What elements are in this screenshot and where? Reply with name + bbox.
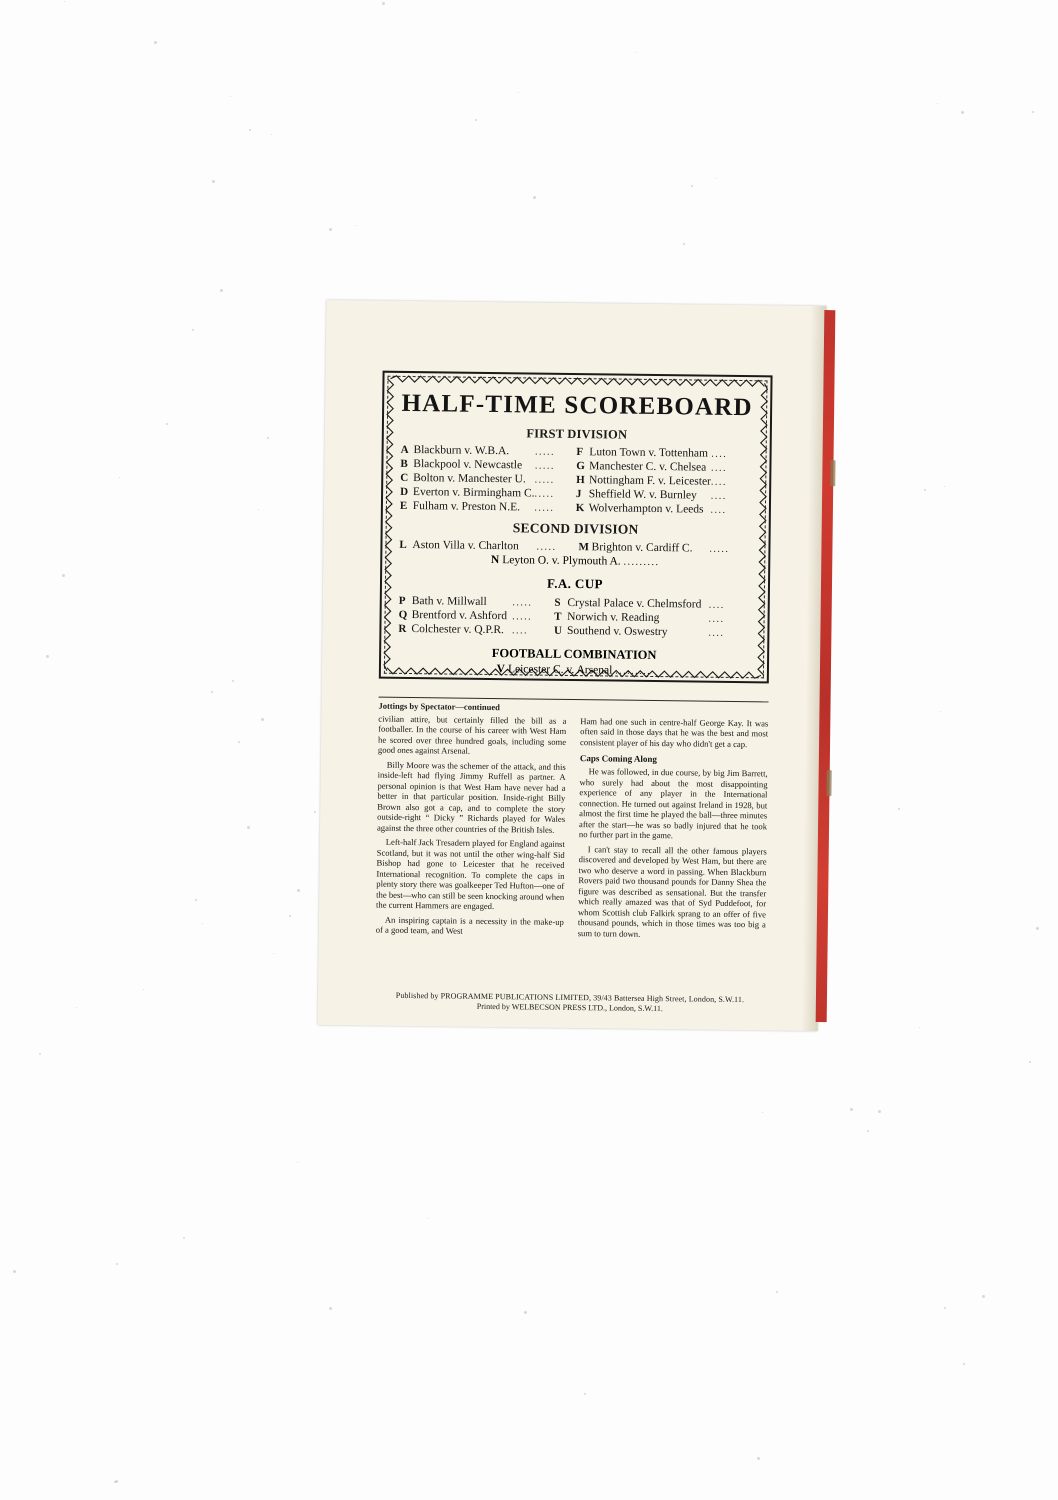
fixture-dots: .... bbox=[708, 613, 725, 625]
section-heading-fa-cup: F.A. CUP bbox=[547, 575, 603, 592]
scan-speck bbox=[39, 1053, 41, 1055]
scan-speck bbox=[115, 1480, 118, 1483]
fixture-dots: ..... bbox=[709, 543, 730, 555]
paragraph: Ham had one such in centre-half George Kay. It was often said in those days that he was the best and most consistent player of his day who didn't get a cap. bbox=[580, 716, 769, 750]
fixture-dots: ..... bbox=[534, 502, 555, 514]
fixture-dots: ..... bbox=[534, 446, 556, 458]
fixture-letter: Q bbox=[398, 608, 408, 621]
staple-top bbox=[830, 460, 835, 486]
fixture-letter: R bbox=[398, 622, 407, 635]
fixture-letter: J bbox=[575, 488, 582, 501]
scan-speck bbox=[258, 509, 259, 510]
section-heading-first-division: FIRST DIVISION bbox=[526, 426, 628, 442]
fixture-letter: F bbox=[576, 446, 584, 459]
fixture-match: Manchester C. v. Chelsea bbox=[589, 460, 707, 474]
scan-speck bbox=[297, 1162, 298, 1163]
scan-speck bbox=[757, 1457, 760, 1460]
fixture-match: Luton Town v. Tottenham bbox=[589, 446, 709, 460]
fixture-dots: .... bbox=[708, 599, 725, 611]
fixtures-table-fa-cup bbox=[398, 594, 750, 640]
scan-speck bbox=[76, 1007, 77, 1008]
article-continued-header: Jottings by Spectator—continued bbox=[378, 700, 500, 713]
article-section bbox=[376, 697, 769, 945]
scan-speck bbox=[944, 1307, 946, 1309]
scan-speck bbox=[1032, 111, 1034, 113]
paragraph: He was followed, in due course, by big Jim Barrett, who surely had about the most disappointing experience of any player in the International connection. He turned out against Ireland in 1928, but almost the first time he played the ball—three minutes after the start—he was so badly injured that he took no further part in the game. bbox=[578, 766, 768, 841]
fixture-letter: E bbox=[399, 499, 408, 512]
scan-speck bbox=[963, 1363, 965, 1365]
scan-speck bbox=[584, 1393, 586, 1395]
half-time-scoreboard-box bbox=[379, 371, 773, 684]
scan-speck bbox=[166, 423, 168, 425]
imprint-publisher: Published by PROGRAMME PUBLICATIONS LIMITED, 39/43 Battersea High Street, London, S.W.11. bbox=[395, 990, 745, 1005]
scan-speck bbox=[919, 1027, 920, 1028]
fixture-dots: ..... bbox=[534, 474, 555, 486]
fixture-letter: H bbox=[576, 474, 585, 487]
fixture-dots: .... bbox=[711, 462, 728, 474]
scan-speck bbox=[230, 96, 231, 97]
fixture-dots: .... bbox=[708, 627, 725, 639]
scan-speck bbox=[212, 180, 215, 183]
fixture-letter: S bbox=[554, 596, 561, 609]
scan-speck bbox=[475, 119, 477, 121]
fixture-letter: V bbox=[496, 663, 506, 676]
fixture-letter: K bbox=[575, 502, 585, 515]
fixture-letter: P bbox=[398, 594, 406, 607]
scan-speck bbox=[314, 811, 316, 813]
scan-speck bbox=[64, 1, 65, 2]
scan-speck bbox=[635, 52, 636, 53]
scan-speck bbox=[329, 1307, 332, 1310]
fixture-dots: .... bbox=[711, 448, 728, 460]
scan-speck bbox=[1036, 927, 1039, 930]
fixture-match: Bath v. Millwall bbox=[411, 595, 487, 608]
scan-speck bbox=[940, 711, 941, 712]
scan-speck bbox=[427, 1218, 428, 1219]
fixture-match: Fulham v. Preston N.E. bbox=[412, 500, 521, 514]
scan-speck bbox=[289, 915, 291, 917]
scan-speck bbox=[524, 1311, 527, 1314]
scoreboard-title: HALF-TIME SCOREBOARD bbox=[401, 389, 753, 422]
fixture-dots: .... bbox=[710, 476, 727, 488]
imprint-block bbox=[375, 991, 765, 1016]
programme-page bbox=[318, 300, 827, 1031]
article-columns bbox=[376, 714, 769, 945]
section-heading-second-division: SECOND DIVISION bbox=[512, 520, 639, 537]
scan-speck bbox=[261, 718, 264, 721]
scan-speck bbox=[691, 185, 693, 187]
fixture-match: Leicester C. v. Arsenal bbox=[507, 663, 613, 677]
fixture-letter: D bbox=[400, 485, 409, 498]
scan-speck bbox=[356, 225, 357, 226]
fixture-dots: ......... bbox=[623, 556, 660, 569]
scan-speck bbox=[382, 2, 385, 5]
scan-speck bbox=[776, 1291, 778, 1293]
fixture-letter: B bbox=[400, 457, 408, 470]
scan-speck bbox=[715, 178, 716, 179]
scan-speck bbox=[1029, 1061, 1031, 1063]
fixture-match: Leyton O. v. Plymouth A. bbox=[502, 554, 621, 568]
scan-speck bbox=[850, 1108, 853, 1111]
fixture-match: Blackpool v. Newcastle bbox=[413, 458, 523, 472]
staple-bottom bbox=[826, 770, 831, 796]
fixture-letter: G bbox=[576, 460, 585, 473]
scan-speck bbox=[329, 228, 332, 231]
fixture-letter: T bbox=[554, 610, 562, 623]
fixture-match: Southend v. Oswestry bbox=[566, 624, 668, 639]
fixture-match: Bolton v. Manchester U. bbox=[413, 472, 526, 486]
fixture-match: Colchester v. Q.P.R. bbox=[411, 623, 505, 637]
fixture-match: Wolverhampton v. Leeds bbox=[588, 502, 704, 516]
fixtures-table-first-division bbox=[400, 443, 753, 517]
scan-speck bbox=[683, 243, 685, 245]
scan-speck bbox=[518, 92, 519, 93]
scan-speck bbox=[154, 41, 157, 44]
scan-speck bbox=[944, 486, 945, 487]
scan-speck bbox=[271, 134, 272, 135]
scan-speck bbox=[62, 574, 65, 577]
scan-speck bbox=[961, 111, 964, 114]
imprint-printer: Printed by WELBECSON PRESS LTD., London, S.W.11. bbox=[476, 1001, 663, 1014]
fixture-letter: M bbox=[578, 541, 590, 554]
fixture-letter: A bbox=[400, 443, 409, 456]
scan-speck bbox=[937, 103, 938, 104]
scan-speck bbox=[220, 289, 223, 292]
scan-speck bbox=[232, 680, 234, 682]
fixture-match: Nottingham F. v. Leicester bbox=[588, 474, 712, 488]
fixture-match: Brentford v. Ashford bbox=[411, 609, 508, 623]
scan-speck bbox=[119, 477, 120, 478]
fixture-dots: ..... bbox=[512, 611, 533, 623]
fixture-dots: ..... bbox=[512, 597, 533, 609]
scan-speck bbox=[183, 1237, 185, 1239]
scan-speck bbox=[924, 489, 926, 491]
paragraph: I can't stay to recall all the other famous players discovered and developed by West Ham, but there are two who deserve a word in passing. When Blackburn Rovers paid two thousand pounds for Danny Shea the figure was described as sensational. But the transfer which really amazed was that of Syd Puddefoot, for whom Scottish club Falkirk sprang to an offer of five thousand pounds, which in those times was too big a sum to turn down. bbox=[577, 844, 767, 939]
fixture-letter: N bbox=[490, 554, 500, 567]
fixture-match: Everton v. Birmingham C. bbox=[412, 486, 535, 500]
fixture-dots: .... bbox=[511, 625, 529, 637]
scan-speck bbox=[116, 1263, 118, 1265]
section-heading-football-combination: FOOTBALL COMBINATION bbox=[491, 646, 657, 663]
scan-speck bbox=[273, 953, 274, 954]
scan-speck bbox=[297, 889, 300, 892]
scan-speck bbox=[249, 129, 251, 131]
scan-speck bbox=[247, 826, 250, 829]
fixture-dots: ......... bbox=[615, 665, 652, 677]
article-column-left bbox=[376, 714, 567, 942]
scan-speck bbox=[267, 437, 269, 439]
fixture-match: Sheffield W. v. Burnley bbox=[588, 488, 697, 502]
fixture-match: Blackburn v. W.B.A. bbox=[413, 444, 510, 458]
fixture-match: Brighton v. Cardiff C. bbox=[591, 541, 693, 555]
scan-speck bbox=[46, 655, 49, 658]
scan-speck bbox=[211, 691, 213, 693]
scan-speck bbox=[13, 1270, 16, 1273]
paragraph: Left-half Jack Tresadern played for England against Scotland, but it was not until the other wing-half Sid Bishop had gone to Leicester that he received International recognition. To complete the caps in plenty story there was goalkeeper Ted Hufton—one of the best—who can still be seen knocking around when the current Hammers are engaged. bbox=[376, 837, 565, 912]
scan-speck bbox=[898, 808, 900, 810]
paragraph: Billy Moore was the schemer of the attack, and this inside-left had flying Jimmy Ruffell as partner. A personal opinion is that West Ham have never had a better in that particular position. Inside-right Billy Brown also got a cap, and to complete the story outside-right “ Dicky ” Richards played for Wales against the three other countries of the British Isles. bbox=[376, 759, 566, 835]
scan-speck bbox=[533, 196, 536, 199]
paragraph: civilian attire, but certainly filled the bill as a footballer. In the course of his career with West Ham he scored over three hundred goals, including some good ones against Arsenal. bbox=[377, 713, 567, 757]
fixture-match: Aston Villa v. Charlton bbox=[412, 539, 519, 553]
scan-speck bbox=[867, 1130, 869, 1132]
fixture-dots: ..... bbox=[534, 488, 555, 500]
fixture-dots: .... bbox=[710, 490, 727, 502]
fixture-dots: .... bbox=[710, 504, 727, 516]
scan-speck bbox=[762, 1112, 763, 1113]
fixture-letter: L bbox=[399, 538, 407, 551]
scan-speck bbox=[982, 1295, 985, 1298]
article-column-right bbox=[578, 716, 769, 944]
paragraph: An inspiring captain is a necessity in the make-up of a good team, and West bbox=[375, 914, 564, 936]
scan-speck bbox=[143, 989, 144, 990]
scan-speck bbox=[195, 899, 197, 901]
article-subheading: Caps Coming Along bbox=[579, 753, 657, 765]
scan-speck bbox=[878, 1110, 881, 1113]
fixture-letter: C bbox=[400, 471, 409, 484]
scan-speck bbox=[202, 923, 203, 924]
scan-speck bbox=[238, 741, 240, 743]
fixture-dots: ..... bbox=[534, 460, 555, 472]
fixture-dots: ..... bbox=[536, 541, 557, 553]
table-row bbox=[400, 499, 752, 517]
scan-speck bbox=[192, 329, 194, 331]
fixture-match: Crystal Palace v. Chelmsford bbox=[567, 596, 702, 611]
fixture-match: Norwich v. Reading bbox=[567, 610, 660, 625]
table-row bbox=[398, 622, 750, 640]
fixture-letter: U bbox=[553, 624, 563, 637]
